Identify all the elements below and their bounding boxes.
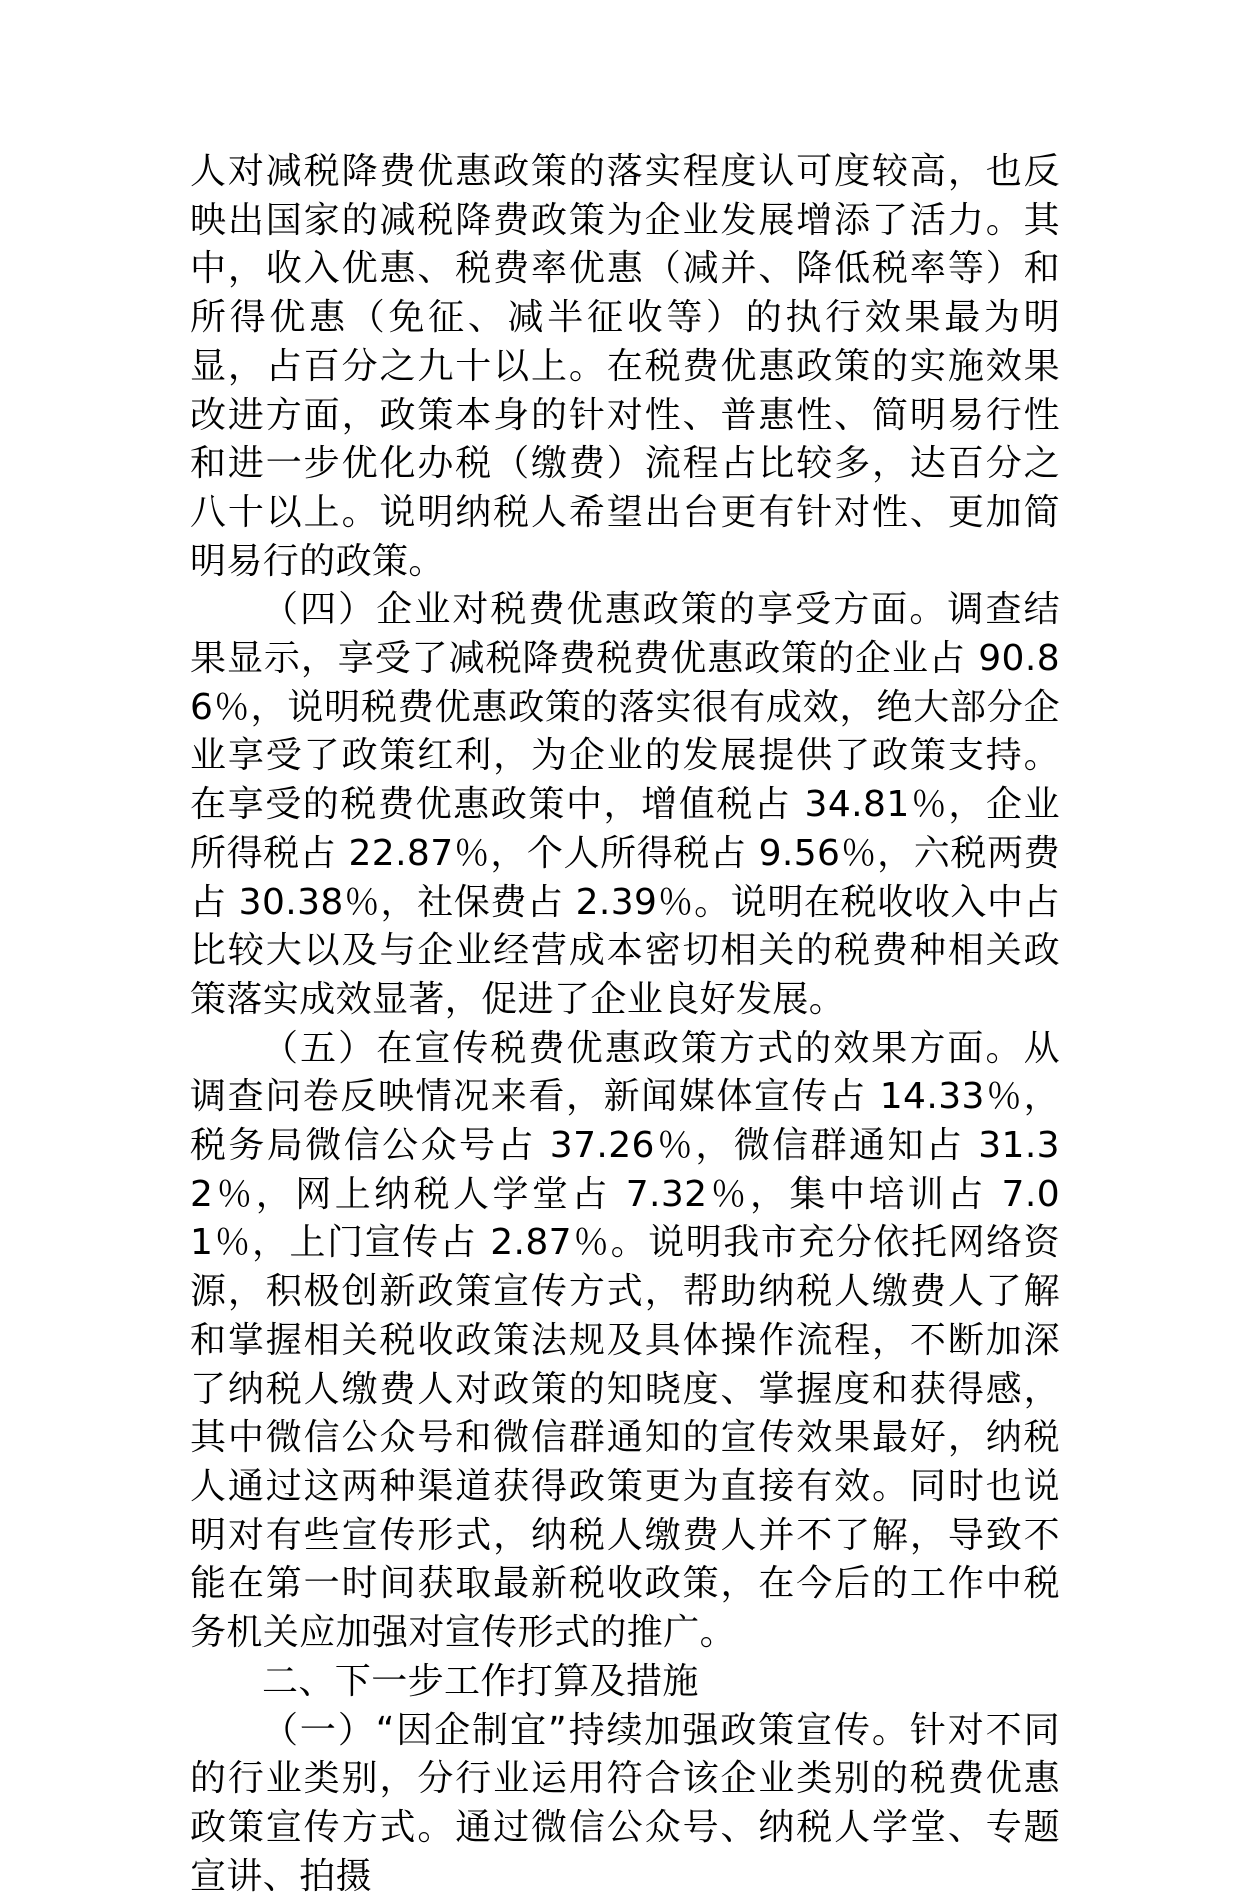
paragraph-next-steps: （一）“因企制宜”持续加强政策宣传。针对不同的行业类别，分行业运用符合该企业类别的税费优惠政策宣传方式。通过微信公众号、纳税人学堂、专题宣讲、拍摄 <box>190 1707 1060 1901</box>
section-heading: 二、下一步工作打算及措施 <box>190 1658 1060 1707</box>
paragraph-publicity-effect: （五）在宣传税费优惠政策方式的效果方面。从调查问卷反映情况来看，新闻媒体宣传占 14.33％，税务局微信公众号占 37.26％，微信群通知占 31.32％，网上纳税人学堂占 7.32％，集中培训占 7.01％，上门宣传占 2.87％。说明我市充分依托网络资源，积极创新政策宣传方式，帮助纳税人缴费人了解和掌握相关税收政策法规及具体操作流程，不断加深了纳税人缴费人对政策的知晓度、掌握度和获得感，其中微信公众号和微信群通知的宣传效果最好，纳税人通过这两种渠道获得政策更为直接有效。同时也说明对有些宣传形式，纳税人缴费人并不了解，导致不能在第一时间获取最新税收政策，在今后的工作中税务机关应加强对宣传形式的推广。 <box>190 1025 1060 1658</box>
paragraph-enjoyment: （四）企业对税费优惠政策的享受方面。调查结果显示，享受了减税降费税费优惠政策的企业占 90.86％，说明税费优惠政策的落实很有成效，绝大部分企业享受了政策红利，为企业的发展提供了政策支持。在享受的税费优惠政策中，增值税占 34.81％，企业所得税占 22.87％，个人所得税占 9.56％，六税两费占 30.38％，社保费占 2.39％。说明在税收收入中占比较大以及与企业经营成本密切相关的税费种相关政策落实成效显著，促进了企业良好发展。 <box>190 586 1060 1024</box>
document-page <box>190 148 1060 1901</box>
paragraph-survey-recognition: 人对减税降费优惠政策的落实程度认可度较高，也反映出国家的减税降费政策为企业发展增添了活力。其中，收入优惠、税费率优惠（减并、降低税率等）和所得优惠（免征、减半征收等）的执行效果最为明显，占百分之九十以上。在税费优惠政策的实施效果改进方面，政策本身的针对性、普惠性、简明易行性和进一步优化办税（缴费）流程占比较多，达百分之八十以上。说明纳税人希望出台更有针对性、更加简明易行的政策。 <box>190 148 1060 586</box>
